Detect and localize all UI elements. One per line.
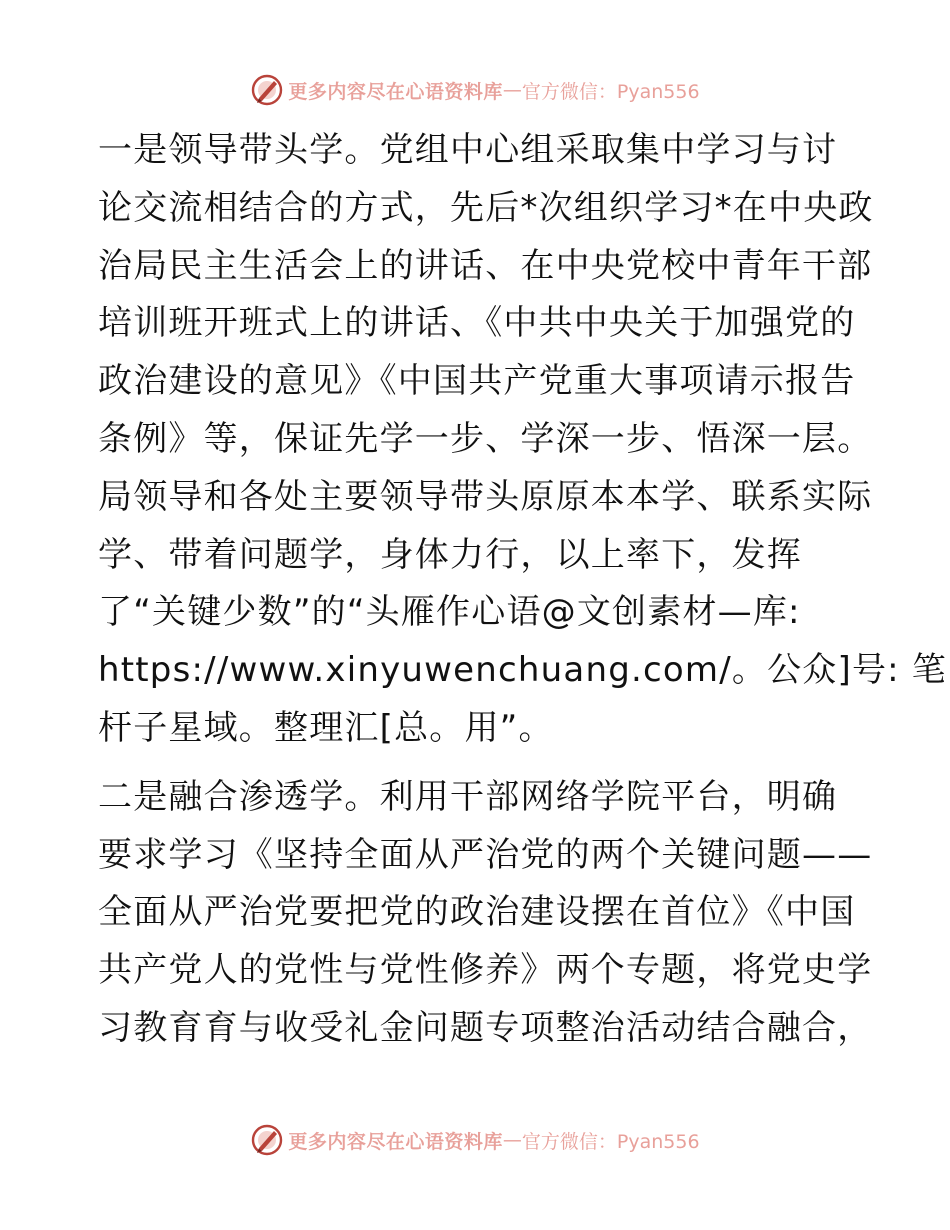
text-line: 全面从严治党要把党的政治建设摆在首位》《中国 (98, 892, 856, 933)
banner-separator: — (502, 79, 522, 101)
text-line: 习教育育与收受礼金问题专项整治活动结合融合， (98, 1007, 873, 1048)
text-line: 二是融合渗透学。利用干部网络学院平台，明确 (98, 776, 838, 817)
header-banner (0, 70, 950, 110)
text-line: 条例》等，保证先学一步、学深一步、悟深一层。 (98, 418, 873, 459)
text-line: 共产党人的党性与党性修养》两个专题，将党史学 (98, 950, 873, 991)
text-line: 培训班开班式上的讲话、《中共中央关于加强党的 (98, 303, 856, 344)
paragraph-2 (98, 769, 873, 1058)
text-line: 学、带着问题学，身体力行，以上率下，发挥 (98, 534, 802, 575)
paragraph-1 (98, 122, 948, 758)
text-line: 局领导和各处主要领导带头原原本本学、联系实际 (98, 476, 873, 517)
text-line: 杆子星域。整理汇[总。用”。 (98, 707, 554, 748)
text-line: 一是领导带头学。党组中心组采取集中学习与讨 (98, 130, 838, 170)
text-line: 论交流相结合的方式，先后*次组织学习*在中央政 (98, 187, 874, 228)
footer-banner (0, 1120, 950, 1160)
banner-separator: — (502, 1129, 522, 1151)
document-body (98, 122, 948, 1058)
banner-text: 更多内容尽在心语资料库 (288, 80, 503, 103)
text-line: 政治建设的意见》《中国共产党重大事项请示报告 (98, 361, 856, 402)
banner-text: 更多内容尽在心语资料库 (288, 1130, 503, 1153)
text-line: 治局民主生活会上的讲话、在中央党校中青年干部 (98, 245, 873, 286)
text-line: 要求学习《坚持全面从严治党的两个关键问题—— (98, 834, 873, 875)
text-line: https://www.xinyuwenchuang.com/。公众]号: 笔 (98, 650, 948, 691)
pen-seal-icon (250, 1123, 284, 1157)
banner-wechat: 官方微信：Pyan556 (521, 1130, 700, 1153)
pen-seal-icon (250, 73, 284, 107)
banner-wechat: 官方微信：Pyan556 (521, 80, 700, 103)
text-line: 了“关键少数”的“头雁作心语@文创素材—库: (98, 592, 801, 633)
